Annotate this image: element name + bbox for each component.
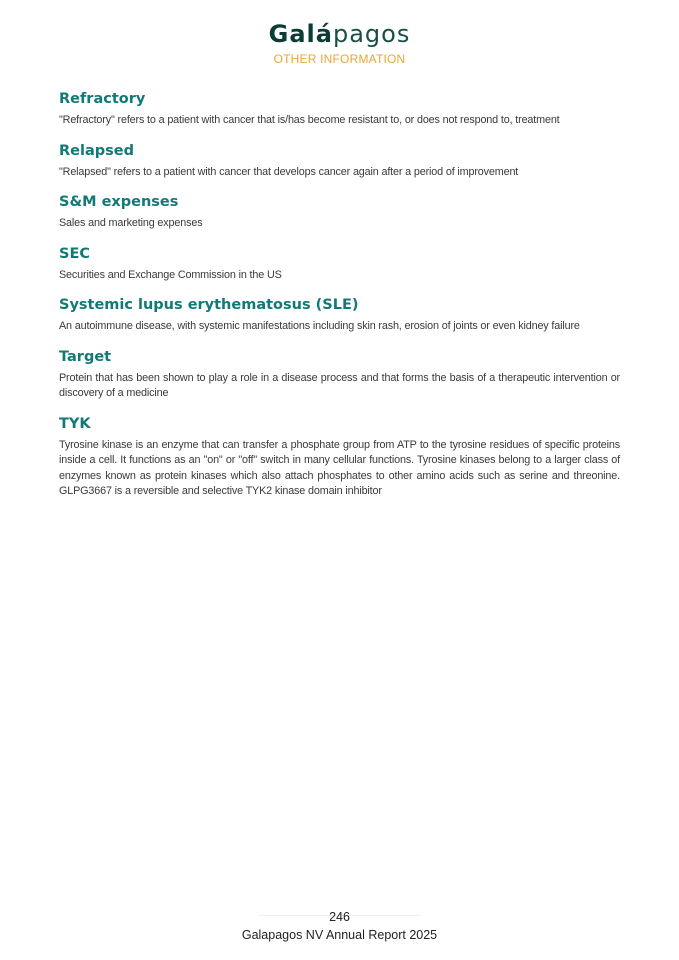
glossary-definition: An autoimmune disease, with systemic manifestations including skin rash, erosion of joints or even kidney failure: [59, 320, 580, 332]
glossary-term: Refractory: [59, 91, 146, 107]
glossary-term: Target: [59, 348, 112, 365]
glossary-term: Systemic lupus erythematosus (SLE): [59, 297, 359, 313]
glossary-definition: Securities and Exchange Commission in the US: [59, 268, 282, 281]
glossary-definition: Sales and marketing expenses: [59, 217, 203, 229]
glossary-term: Relapsed: [59, 142, 134, 159]
glossary-entry: [59, 192, 620, 232]
glossary-term: TYK: [59, 415, 91, 432]
glossary-definition: "Relapsed" refers to a patient with cancer that develops cancer again after a period of improvement: [59, 165, 519, 178]
glossary-entry: [59, 244, 620, 284]
glossary-definition: Protein that has been shown to play a role in a disease process and that forms the basis of a therapeutic intervention or discovery of a medicine: [59, 371, 620, 399]
glossary-definition: "Refractory" refers to a patient with cancer that is/has become resistant to, or does not respond to, treatment: [59, 114, 560, 126]
page-number: 246: [329, 910, 350, 924]
report-title: Galapagos NV Annual Report 2025: [241, 928, 438, 942]
glossary-term: SEC: [59, 245, 90, 262]
glossary-entry: [59, 347, 620, 402]
glossary-list: [59, 89, 620, 512]
glossary-definition: Tyrosine kinase is an enzyme that can transfer a phosphate group from ATP to the tyrosine residues of specific proteins inside a cell. It functions as an "on" or "off" switch in many cellular functions. Tyrosine kinases belong to a larger class of enzymes known as protein kinases which also attach phosphates to other amino acids such as serine and threonine. GLPG3667 is a reversible and selective TYK2 kinase domain inhibitor: [59, 438, 620, 497]
glossary-term: S&M expenses: [59, 194, 179, 210]
logo-bold-text: Galá: [268, 20, 333, 48]
glossary-entry: [59, 89, 620, 129]
company-logo: [0, 20, 679, 48]
glossary-entry: [59, 295, 620, 335]
glossary-entry: [59, 414, 620, 500]
glossary-entry: [59, 141, 620, 181]
logo-light-text: pagos: [332, 20, 411, 48]
section-label: OTHER INFORMATION: [273, 52, 406, 66]
